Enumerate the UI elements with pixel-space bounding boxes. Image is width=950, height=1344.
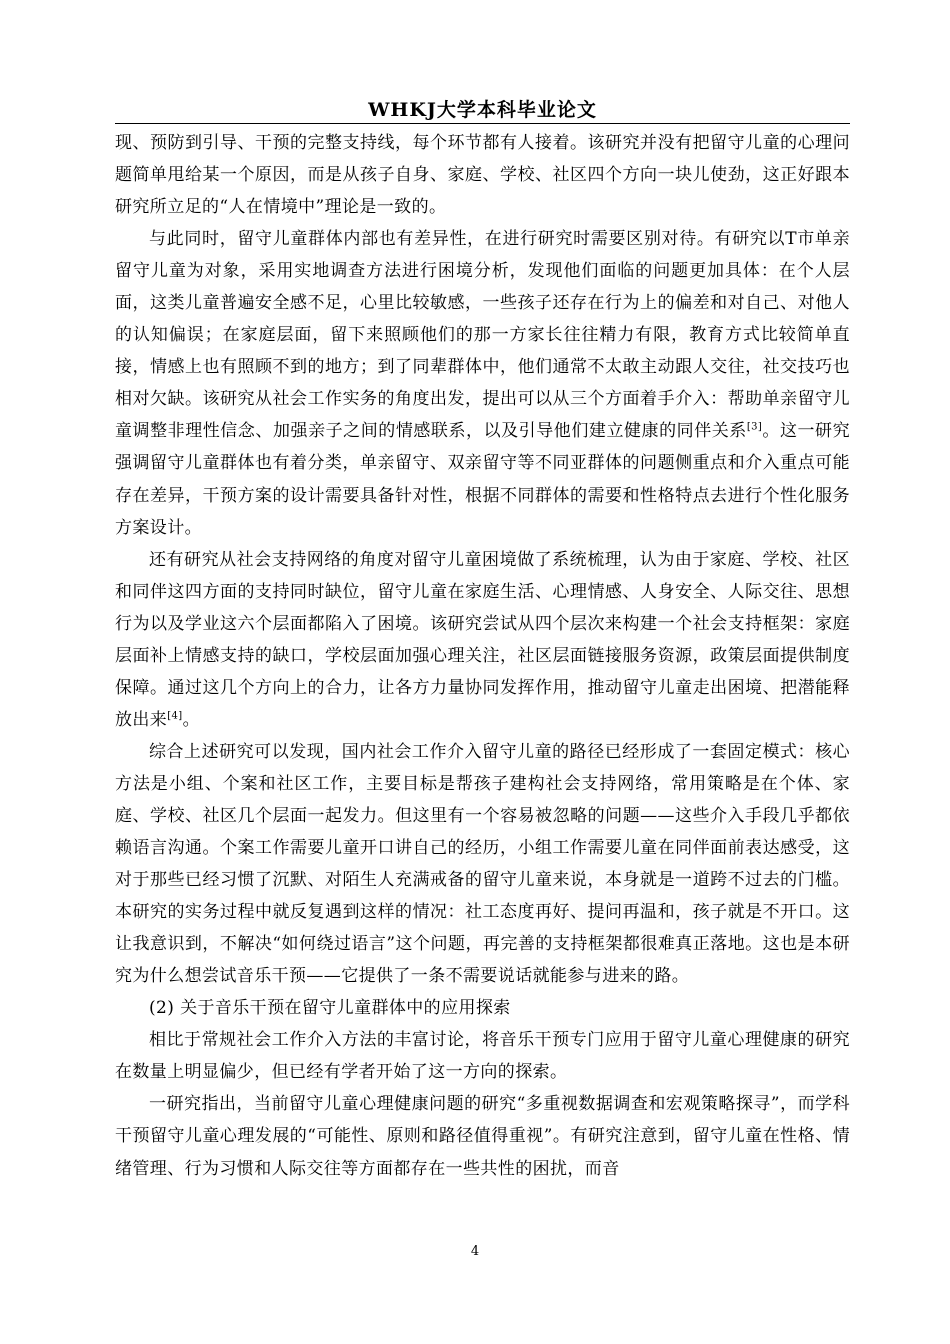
body-text — [115, 127, 850, 1185]
paragraph-text: 综合上述研究可以发现，国内社会工作介入留守儿童的路径已经形成了一套固定模式：核心方法是小组、个案和社区工作，主要目标是帮孩子建构社会支持网络，常用策略是在个体、家庭、学校、社区几个层面一起发力。但这里有一个容易被忽略的问题——这些介入手段几乎都依赖语言沟通。个案工作需要儿童开口讲自己的经历，小组工作需要儿童在同伴面前表达感受，这对于那些已经习惯了沉默、对陌生人充满戒备的留守儿童来说，本身就是一道跨不过去的门槛。本研究的实务过程中就反复遇到这样的情况：社工态度再好、提问再温和，孩子就是不开口。这让我意识到，不解决“如何绕过语言”这个问题，再完善的支持框架都很难真正落地。这也是本研究为什么想尝试音乐干预——它提供了一条不需要说话就能参与进来的路。 — [115, 741, 850, 987]
paragraph-single-parent-study — [115, 223, 850, 543]
section-subheading — [115, 992, 850, 1024]
citation-ref: [4] — [167, 710, 183, 722]
paragraph-text-after: 。这一研究强调留守儿童群体也有着分类，单亲留守、双亲留守等不同亚群体的问题侧重点和介入重点可能存在差异，干预方案的设计需要具备针对性，根据不同群体的需要和性格特点去进行个性化服务方案设计。 — [115, 421, 850, 538]
paragraph-social-support-study — [115, 544, 850, 736]
paragraph-text: 现、预防到引导、干预的完整支持线，每个环节都有人接着。该研究并没有把留守儿童的心理问题简单甩给某一个原因，而是从孩子自身、家庭、学校、社区四个方向一块儿使劲，这正好跟本研究所立足的“人在情境中”理论是一致的。 — [115, 133, 850, 218]
paragraph-music-study — [115, 1088, 850, 1184]
paragraph-text: 相比于常规社会工作介入方法的丰富讨论，将音乐干预专门应用于留守儿童心理健康的研究在数量上明显偏少，但已经有学者开始了这一方向的探索。 — [115, 1030, 850, 1083]
paragraph-text: 与此同时，留守儿童群体内部也有差异性，在进行研究时需要区别对待。有研究以T市单亲留守儿童为对象，采用实地调查方法进行困境分析，发现他们面临的问题更加具体：在个人层面，这类儿童普遍安全感不足，心里比较敏感，一些孩子还存在行为上的偏差和对自己、对他人的认知偏误；在家庭层面，留下来照顾他们的那一方家长往往精力有限，教育方式比较简单直接，情感上也有照顾不到的地方；到了同辈群体中，他们通常不太敢主动跟人交往，社交技巧也相对欠缺。该研究从社会工作实务的角度出发，提出可以从三个方面着手介入：帮助单亲留守儿童调整非理性信念、加强亲子之间的情感联系，以及引导他们建立健康的同伴关系 — [115, 229, 850, 442]
header-rule — [115, 123, 850, 124]
paragraph-text: 还有研究从社会支持网络的角度对留守儿童困境做了系统梳理，认为由于家庭、学校、社区和同伴这四方面的支持同时缺位，留守儿童在家庭生活、心理情感、人身安全、人际交往、思想行为以及学业这六个层面都陷入了困境。该研究尝试从四个层次来构建一个社会支持框架：家庭层面补上情感支持的缺口，学校层面加强心理关注，社区层面链接服务资源，政策层面提供制度保障。通过这几个方向上的合力，让各方力量协同发挥作用，推动留守儿童走出困境、把潜能释放出来 — [115, 549, 850, 730]
citation-ref: [3] — [746, 421, 763, 433]
running-header: WHKJ大学本科毕业论文 — [368, 99, 597, 121]
page-number: 4 — [470, 1244, 480, 1259]
paragraph-music-intro — [115, 1024, 850, 1088]
paragraph-continuation — [115, 127, 850, 223]
paragraph-summary — [115, 736, 850, 992]
subheading-text: (2) 关于音乐干预在留守儿童群体中的应用探索 — [149, 998, 511, 1019]
paragraph-text-after: 。 — [182, 709, 200, 730]
paragraph-text: 一研究指出，当前留守儿童心理健康问题的研究“多重视数据调查和宏观策略探寻”，而学科干预留守儿童心理发展的“可能性、原则和路径值得重视”。有研究注意到，留守儿童在性格、情绪管理、行为习惯和人际交往等方面都存在一些共性的困扰，而音 — [115, 1094, 850, 1179]
